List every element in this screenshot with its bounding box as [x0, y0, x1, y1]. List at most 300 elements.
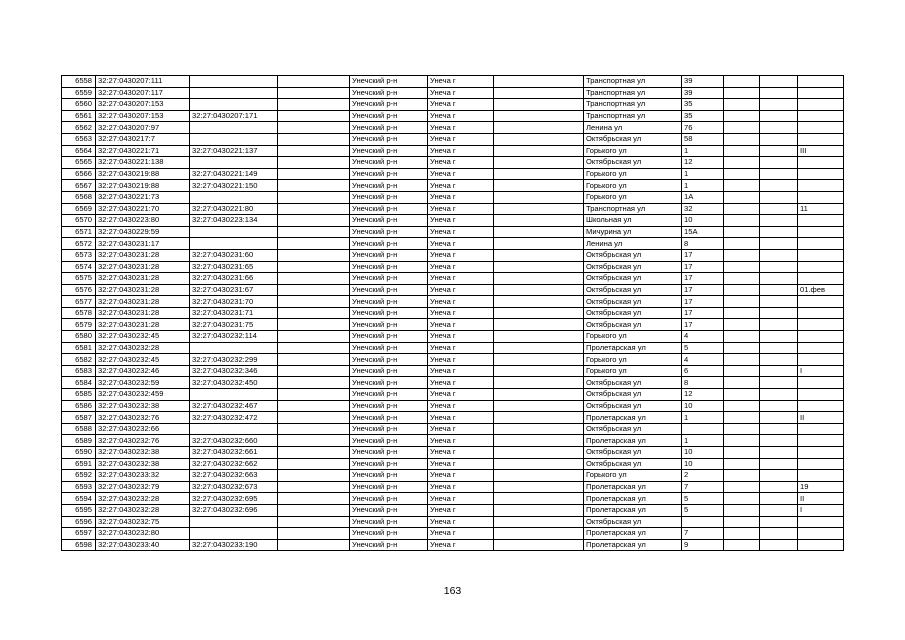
cell-blank-col-b	[494, 470, 584, 482]
table-row	[62, 400, 844, 412]
cell-blank-col-b	[494, 145, 584, 157]
cell-row-number: 6568	[62, 191, 96, 203]
cell-district: Унечский р-н	[350, 145, 428, 157]
cell-blank-col-c	[724, 122, 760, 134]
cell-blank-col-a	[278, 319, 350, 331]
cell-blank-col-d	[760, 539, 798, 551]
cell-house-number: 1А	[682, 191, 724, 203]
cell-cadastral-number: 32:27:0430231:28	[96, 249, 190, 261]
cell-cadastral-number: 32:27:0430232:66	[96, 423, 190, 435]
cell-blank-col-a	[278, 447, 350, 459]
cell-cadastral-number: 32:27:0430229:59	[96, 226, 190, 238]
cell-city: Унеча г	[428, 226, 494, 238]
cell-blank-col-c	[724, 249, 760, 261]
cell-sub-cadastral-number: 32:27:0430221:150	[190, 180, 278, 192]
cell-extra-value	[798, 435, 844, 447]
cell-blank-col-d	[760, 481, 798, 493]
cell-row-number: 6593	[62, 481, 96, 493]
cell-street: Октябрьская ул	[584, 447, 682, 459]
cell-blank-col-a	[278, 342, 350, 354]
cell-row-number: 6586	[62, 400, 96, 412]
registry-table-body	[62, 76, 844, 551]
cell-district: Унечский р-н	[350, 493, 428, 505]
cell-district: Унечский р-н	[350, 99, 428, 111]
cell-cadastral-number: 32:27:0430233:40	[96, 539, 190, 551]
cell-blank-col-a	[278, 261, 350, 273]
table-row	[62, 389, 844, 401]
cell-street: Горького ул	[584, 354, 682, 366]
cell-blank-col-a	[278, 122, 350, 134]
cell-blank-col-a	[278, 412, 350, 424]
cell-cadastral-number: 32:27:0430231:28	[96, 319, 190, 331]
cell-row-number: 6591	[62, 458, 96, 470]
cell-street: Октябрьская ул	[584, 458, 682, 470]
cell-street: Горького ул	[584, 180, 682, 192]
table-row	[62, 447, 844, 459]
cell-blank-col-b	[494, 377, 584, 389]
cell-street: Октябрьская ул	[584, 423, 682, 435]
cell-sub-cadastral-number: 32:27:0430232:661	[190, 447, 278, 459]
cell-blank-col-d	[760, 203, 798, 215]
cell-sub-cadastral-number: 32:27:0430232:696	[190, 504, 278, 516]
cell-extra-value	[798, 238, 844, 250]
cell-blank-col-d	[760, 238, 798, 250]
cell-extra-value	[798, 157, 844, 169]
cell-blank-col-d	[760, 99, 798, 111]
cell-row-number: 6590	[62, 447, 96, 459]
cell-blank-col-d	[760, 342, 798, 354]
cell-house-number	[682, 423, 724, 435]
cell-city: Унеча г	[428, 435, 494, 447]
cell-blank-col-a	[278, 504, 350, 516]
table-row	[62, 191, 844, 203]
cell-house-number: 17	[682, 261, 724, 273]
cell-district: Унечский р-н	[350, 238, 428, 250]
cell-city: Унеча г	[428, 354, 494, 366]
cell-blank-col-a	[278, 516, 350, 528]
cell-blank-col-b	[494, 203, 584, 215]
cell-row-number: 6566	[62, 168, 96, 180]
cell-city: Унеча г	[428, 296, 494, 308]
cell-row-number: 6567	[62, 180, 96, 192]
cell-cadastral-number: 32:27:0430232:38	[96, 400, 190, 412]
table-row	[62, 215, 844, 227]
cell-row-number: 6570	[62, 215, 96, 227]
table-row	[62, 539, 844, 551]
cell-sub-cadastral-number: 32:27:0430232:660	[190, 435, 278, 447]
cell-cadastral-number: 32:27:0430232:59	[96, 377, 190, 389]
cell-extra-value	[798, 261, 844, 273]
cell-extra-value: 19	[798, 481, 844, 493]
cell-city: Унеча г	[428, 238, 494, 250]
cell-sub-cadastral-number: 32:27:0430232:299	[190, 354, 278, 366]
cell-district: Унечский р-н	[350, 458, 428, 470]
table-row	[62, 504, 844, 516]
cell-blank-col-c	[724, 377, 760, 389]
cell-city: Унеча г	[428, 481, 494, 493]
cell-blank-col-c	[724, 435, 760, 447]
cell-district: Унечский р-н	[350, 76, 428, 88]
cell-district: Унечский р-н	[350, 400, 428, 412]
cell-blank-col-a	[278, 273, 350, 285]
cell-cadastral-number: 32:27:0430207:111	[96, 76, 190, 88]
cell-row-number: 6574	[62, 261, 96, 273]
cell-extra-value	[798, 249, 844, 261]
cell-blank-col-c	[724, 203, 760, 215]
cell-sub-cadastral-number	[190, 389, 278, 401]
cell-blank-col-b	[494, 226, 584, 238]
cell-cadastral-number: 32:27:0430231:28	[96, 261, 190, 273]
table-row	[62, 238, 844, 250]
cell-district: Унечский р-н	[350, 377, 428, 389]
cell-blank-col-c	[724, 238, 760, 250]
cell-blank-col-d	[760, 470, 798, 482]
cell-extra-value	[798, 377, 844, 389]
cell-cadastral-number: 32:27:0430233:32	[96, 470, 190, 482]
cell-sub-cadastral-number: 32:27:0430221:80	[190, 203, 278, 215]
cell-blank-col-c	[724, 99, 760, 111]
cell-city: Унеча г	[428, 110, 494, 122]
cell-row-number: 6562	[62, 122, 96, 134]
cell-blank-col-c	[724, 481, 760, 493]
table-row	[62, 261, 844, 273]
cell-house-number: 1	[682, 180, 724, 192]
cell-house-number: 58	[682, 133, 724, 145]
cell-street: Октябрьская ул	[584, 400, 682, 412]
cell-sub-cadastral-number	[190, 342, 278, 354]
cell-extra-value	[798, 133, 844, 145]
cell-street: Пролетарская ул	[584, 481, 682, 493]
cell-blank-col-b	[494, 284, 584, 296]
cell-sub-cadastral-number: 32:27:0430232:450	[190, 377, 278, 389]
cell-row-number: 6581	[62, 342, 96, 354]
cell-extra-value	[798, 110, 844, 122]
cell-street: Пролетарская ул	[584, 504, 682, 516]
cell-blank-col-a	[278, 168, 350, 180]
cell-city: Унеча г	[428, 331, 494, 343]
cell-house-number: 15А	[682, 226, 724, 238]
cell-sub-cadastral-number: 32:27:0430231:71	[190, 307, 278, 319]
cell-district: Унечский р-н	[350, 296, 428, 308]
cell-blank-col-d	[760, 447, 798, 459]
cell-city: Унеча г	[428, 122, 494, 134]
cell-blank-col-c	[724, 191, 760, 203]
cell-blank-col-d	[760, 215, 798, 227]
cell-blank-col-d	[760, 400, 798, 412]
cell-street: Октябрьская ул	[584, 284, 682, 296]
cell-street: Пролетарская ул	[584, 435, 682, 447]
cell-district: Унечский р-н	[350, 470, 428, 482]
cell-district: Унечский р-н	[350, 249, 428, 261]
cell-street: Горького ул	[584, 365, 682, 377]
cell-blank-col-d	[760, 319, 798, 331]
cell-blank-col-c	[724, 87, 760, 99]
cell-house-number	[682, 516, 724, 528]
registry-table	[61, 75, 844, 551]
cell-city: Унеча г	[428, 273, 494, 285]
cell-house-number: 12	[682, 389, 724, 401]
cell-blank-col-c	[724, 504, 760, 516]
table-row	[62, 145, 844, 157]
cell-city: Унеча г	[428, 516, 494, 528]
cell-blank-col-a	[278, 284, 350, 296]
cell-extra-value	[798, 122, 844, 134]
cell-blank-col-b	[494, 296, 584, 308]
cell-blank-col-a	[278, 307, 350, 319]
cell-blank-col-c	[724, 528, 760, 540]
cell-sub-cadastral-number	[190, 516, 278, 528]
cell-city: Унеча г	[428, 365, 494, 377]
cell-city: Унеча г	[428, 504, 494, 516]
cell-blank-col-d	[760, 365, 798, 377]
cell-blank-col-a	[278, 400, 350, 412]
cell-row-number: 6576	[62, 284, 96, 296]
cell-house-number: 1	[682, 435, 724, 447]
cell-house-number: 76	[682, 122, 724, 134]
cell-blank-col-b	[494, 133, 584, 145]
cell-blank-col-c	[724, 516, 760, 528]
cell-blank-col-c	[724, 307, 760, 319]
cell-city: Унеча г	[428, 133, 494, 145]
cell-blank-col-b	[494, 447, 584, 459]
cell-blank-col-d	[760, 273, 798, 285]
cell-blank-col-d	[760, 284, 798, 296]
cell-sub-cadastral-number	[190, 87, 278, 99]
cell-row-number: 6587	[62, 412, 96, 424]
cell-extra-value	[798, 191, 844, 203]
table-row	[62, 493, 844, 505]
cell-city: Унеча г	[428, 76, 494, 88]
table-row	[62, 331, 844, 343]
cell-row-number: 6575	[62, 273, 96, 285]
cell-city: Унеча г	[428, 458, 494, 470]
cell-cadastral-number: 32:27:0430232:76	[96, 435, 190, 447]
cell-sub-cadastral-number	[190, 157, 278, 169]
cell-blank-col-c	[724, 458, 760, 470]
cell-district: Унечский р-н	[350, 284, 428, 296]
table-row	[62, 435, 844, 447]
cell-district: Унечский р-н	[350, 110, 428, 122]
cell-blank-col-a	[278, 435, 350, 447]
cell-blank-col-d	[760, 226, 798, 238]
cell-row-number: 6589	[62, 435, 96, 447]
cell-district: Унечский р-н	[350, 412, 428, 424]
cell-row-number: 6577	[62, 296, 96, 308]
cell-blank-col-a	[278, 354, 350, 366]
cell-extra-value	[798, 354, 844, 366]
cell-district: Унечский р-н	[350, 261, 428, 273]
cell-cadastral-number: 32:27:0430231:28	[96, 296, 190, 308]
cell-district: Унечский р-н	[350, 481, 428, 493]
cell-cadastral-number: 32:27:0430207:117	[96, 87, 190, 99]
cell-cadastral-number: 32:27:0430232:45	[96, 354, 190, 366]
cell-sub-cadastral-number: 32:27:0430232:472	[190, 412, 278, 424]
cell-blank-col-a	[278, 423, 350, 435]
cell-blank-col-d	[760, 261, 798, 273]
cell-row-number: 6583	[62, 365, 96, 377]
cell-blank-col-d	[760, 76, 798, 88]
cell-house-number: 17	[682, 249, 724, 261]
cell-city: Унеча г	[428, 493, 494, 505]
cell-blank-col-b	[494, 249, 584, 261]
cell-row-number: 6584	[62, 377, 96, 389]
cell-blank-col-c	[724, 261, 760, 273]
cell-extra-value: II	[798, 493, 844, 505]
cell-street: Октябрьская ул	[584, 319, 682, 331]
cell-house-number: 17	[682, 319, 724, 331]
cell-blank-col-d	[760, 377, 798, 389]
cell-sub-cadastral-number	[190, 226, 278, 238]
cell-sub-cadastral-number: 32:27:0430223:134	[190, 215, 278, 227]
cell-blank-col-c	[724, 133, 760, 145]
cell-extra-value	[798, 423, 844, 435]
cell-district: Унечский р-н	[350, 180, 428, 192]
cell-blank-col-c	[724, 168, 760, 180]
cell-street: Октябрьская ул	[584, 377, 682, 389]
cell-blank-col-d	[760, 110, 798, 122]
cell-blank-col-b	[494, 458, 584, 470]
cell-extra-value	[798, 273, 844, 285]
cell-blank-col-b	[494, 87, 584, 99]
cell-city: Унеча г	[428, 377, 494, 389]
table-row	[62, 516, 844, 528]
cell-row-number: 6559	[62, 87, 96, 99]
cell-sub-cadastral-number	[190, 191, 278, 203]
table-row	[62, 528, 844, 540]
cell-extra-value	[798, 226, 844, 238]
cell-sub-cadastral-number: 32:27:0430231:65	[190, 261, 278, 273]
cell-row-number: 6564	[62, 145, 96, 157]
cell-street: Пролетарская ул	[584, 539, 682, 551]
cell-blank-col-a	[278, 249, 350, 261]
cell-blank-col-b	[494, 365, 584, 377]
cell-blank-col-a	[278, 458, 350, 470]
cell-row-number: 6592	[62, 470, 96, 482]
cell-blank-col-a	[278, 76, 350, 88]
cell-blank-col-c	[724, 470, 760, 482]
cell-city: Унеча г	[428, 168, 494, 180]
cell-district: Унечский р-н	[350, 365, 428, 377]
cell-sub-cadastral-number: 32:27:0430232:346	[190, 365, 278, 377]
cell-house-number: 12	[682, 157, 724, 169]
cell-blank-col-a	[278, 191, 350, 203]
cell-blank-col-b	[494, 238, 584, 250]
cell-blank-col-d	[760, 168, 798, 180]
cell-blank-col-d	[760, 180, 798, 192]
table-row	[62, 284, 844, 296]
cell-house-number: 1	[682, 412, 724, 424]
cell-sub-cadastral-number: 32:27:0430232:467	[190, 400, 278, 412]
cell-street: Школьная ул	[584, 215, 682, 227]
table-row	[62, 87, 844, 99]
cell-city: Унеча г	[428, 157, 494, 169]
cell-blank-col-c	[724, 76, 760, 88]
cell-blank-col-c	[724, 110, 760, 122]
cell-house-number: 4	[682, 354, 724, 366]
cell-cadastral-number: 32:27:0430231:17	[96, 238, 190, 250]
cell-street: Пролетарская ул	[584, 493, 682, 505]
cell-row-number: 6594	[62, 493, 96, 505]
cell-city: Унеча г	[428, 423, 494, 435]
cell-row-number: 6588	[62, 423, 96, 435]
cell-city: Унеча г	[428, 203, 494, 215]
cell-blank-col-b	[494, 354, 584, 366]
cell-extra-value	[798, 87, 844, 99]
cell-city: Унеча г	[428, 528, 494, 540]
cell-extra-value	[798, 447, 844, 459]
cell-house-number: 10	[682, 447, 724, 459]
cell-house-number: 8	[682, 377, 724, 389]
cell-city: Унеча г	[428, 191, 494, 203]
cell-city: Унеча г	[428, 249, 494, 261]
cell-blank-col-b	[494, 423, 584, 435]
cell-blank-col-d	[760, 296, 798, 308]
cell-street: Пролетарская ул	[584, 342, 682, 354]
cell-row-number: 6580	[62, 331, 96, 343]
table-row	[62, 157, 844, 169]
cell-extra-value: I	[798, 365, 844, 377]
cell-street: Мичурина ул	[584, 226, 682, 238]
cell-row-number: 6573	[62, 249, 96, 261]
cell-sub-cadastral-number: 32:27:0430232:673	[190, 481, 278, 493]
cell-blank-col-c	[724, 389, 760, 401]
cell-sub-cadastral-number: 32:27:0430231:70	[190, 296, 278, 308]
cell-house-number: 5	[682, 504, 724, 516]
cell-city: Унеча г	[428, 87, 494, 99]
cell-city: Унеча г	[428, 319, 494, 331]
cell-cadastral-number: 32:27:0430231:28	[96, 307, 190, 319]
cell-extra-value	[798, 470, 844, 482]
table-row	[62, 110, 844, 122]
cell-blank-col-b	[494, 319, 584, 331]
cell-district: Унечский р-н	[350, 273, 428, 285]
cell-blank-col-a	[278, 470, 350, 482]
cell-blank-col-c	[724, 180, 760, 192]
cell-blank-col-c	[724, 273, 760, 285]
cell-sub-cadastral-number: 32:27:0430221:137	[190, 145, 278, 157]
cell-blank-col-d	[760, 157, 798, 169]
table-row	[62, 307, 844, 319]
cell-blank-col-a	[278, 226, 350, 238]
cell-city: Унеча г	[428, 284, 494, 296]
cell-district: Унечский р-н	[350, 423, 428, 435]
cell-blank-col-a	[278, 238, 350, 250]
cell-row-number: 6560	[62, 99, 96, 111]
cell-district: Унечский р-н	[350, 307, 428, 319]
cell-blank-col-a	[278, 389, 350, 401]
cell-blank-col-b	[494, 191, 584, 203]
cell-cadastral-number: 32:27:0430223:80	[96, 215, 190, 227]
cell-extra-value: II	[798, 412, 844, 424]
cell-row-number: 6598	[62, 539, 96, 551]
cell-cadastral-number: 32:27:0430231:28	[96, 284, 190, 296]
cell-district: Унечский р-н	[350, 226, 428, 238]
cell-district: Унечский р-н	[350, 528, 428, 540]
cell-street: Горького ул	[584, 168, 682, 180]
cell-street: Транспортная ул	[584, 99, 682, 111]
cell-district: Унечский р-н	[350, 203, 428, 215]
cell-extra-value	[798, 168, 844, 180]
cell-blank-col-a	[278, 133, 350, 145]
cell-house-number: 32	[682, 203, 724, 215]
cell-blank-col-a	[278, 157, 350, 169]
cell-row-number: 6595	[62, 504, 96, 516]
cell-blank-col-d	[760, 331, 798, 343]
cell-street: Горького ул	[584, 145, 682, 157]
page-number: 163	[443, 585, 462, 597]
cell-extra-value	[798, 516, 844, 528]
cell-blank-col-d	[760, 504, 798, 516]
